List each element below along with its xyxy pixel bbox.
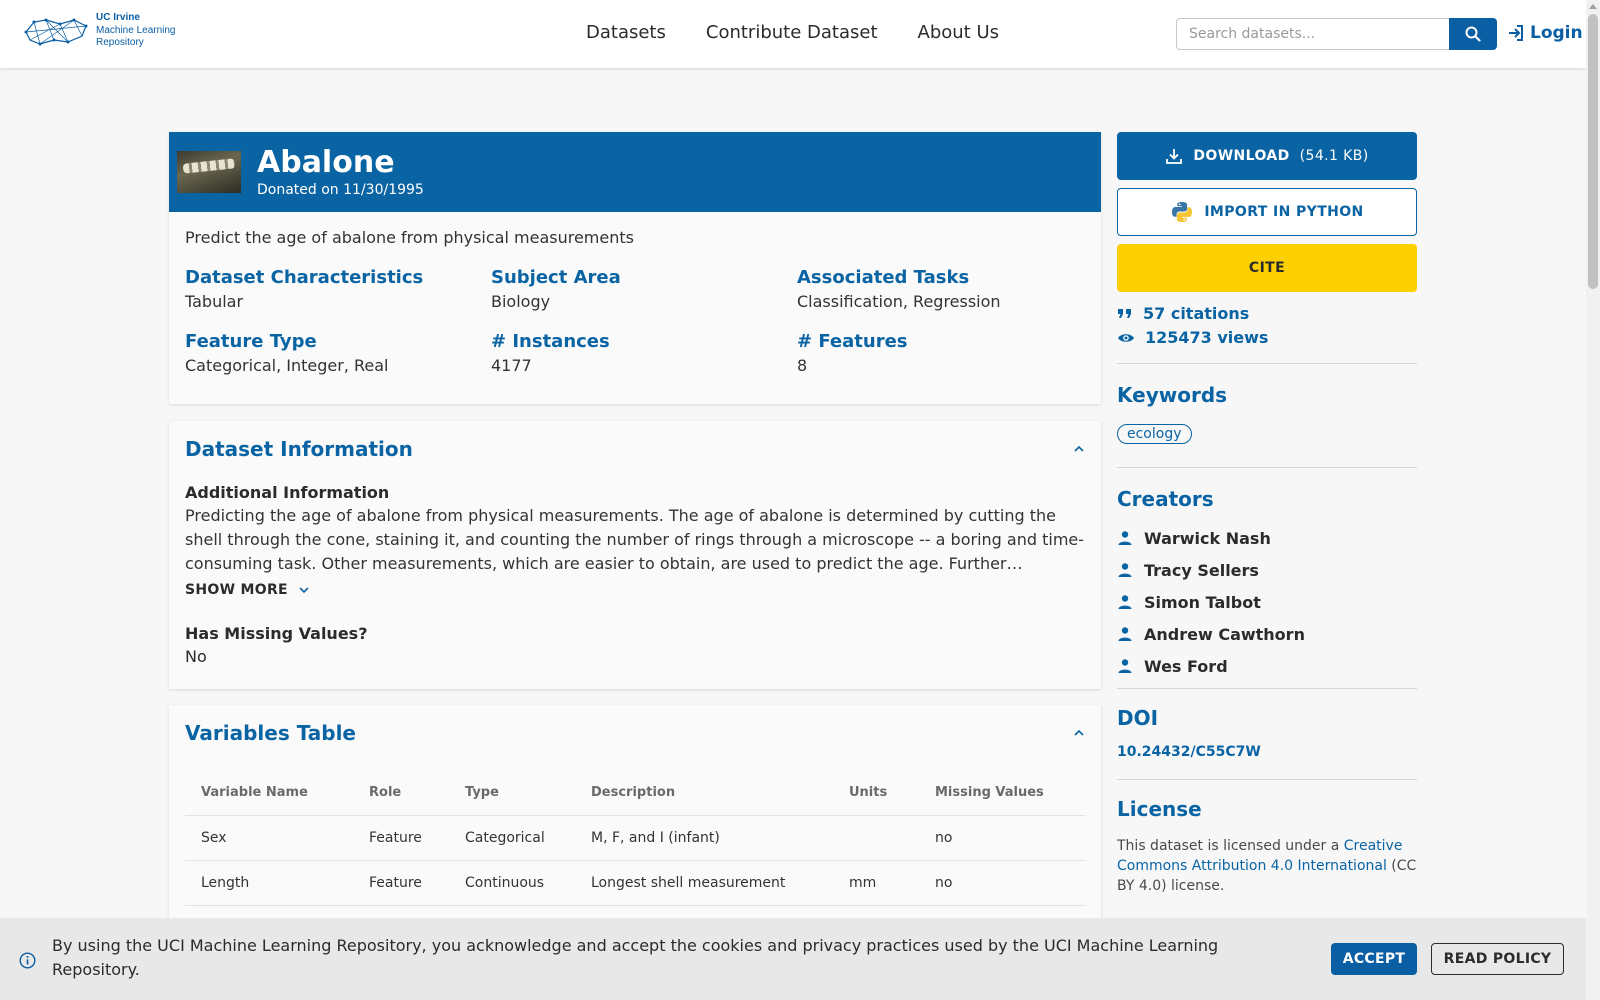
uci-logo[interactable] [24, 12, 176, 50]
login-link[interactable] [1506, 23, 1583, 43]
dataset-information-header[interactable] [185, 437, 1085, 461]
sidebar-divider [1117, 467, 1417, 468]
download-label: DOWNLOAD [1193, 148, 1290, 164]
logo-line-2: Machine Learning [96, 24, 176, 36]
license-link[interactable]: Creative Commons Attribution 4.0 International [1117, 838, 1403, 874]
person-icon [1117, 594, 1133, 610]
read-policy-button[interactable]: READ POLICY [1431, 943, 1564, 975]
cell-description: Longest shell measurement [575, 860, 833, 905]
creator-name: Andrew Cawthorn [1144, 624, 1305, 644]
chevron-up-icon[interactable] [1073, 443, 1085, 455]
cell-role: Feature [353, 815, 449, 860]
prop-value: Biology [491, 292, 551, 311]
cell-description: M, F, and I (infant) [575, 815, 833, 860]
prop-feature-type [185, 331, 491, 375]
section-title: Variables Table [185, 721, 356, 745]
dataset-header-card [169, 132, 1101, 404]
donated-date: Donated on 11/30/1995 [257, 182, 424, 198]
license-post: (CC BY 4.0) license. [1117, 858, 1417, 894]
person-icon [1117, 658, 1133, 674]
show-more-button[interactable] [185, 582, 1085, 598]
additional-info-label: Additional Information [185, 483, 390, 502]
prop-features [797, 331, 1087, 375]
prop-label: # Instances [491, 331, 610, 352]
dataset-stats [1117, 302, 1268, 350]
creators-list [1117, 522, 1305, 682]
dataset-title-bar [169, 132, 1101, 212]
cell-missing: no [919, 860, 1085, 905]
search-icon [1465, 26, 1481, 42]
prop-label: Associated Tasks [797, 267, 970, 288]
download-button[interactable] [1117, 132, 1417, 180]
nav-contribute-dataset[interactable]: Contribute Dataset [705, 22, 878, 43]
cell-type: Categorical [449, 815, 575, 860]
page-scrollbar[interactable] [1586, 0, 1600, 1000]
prop-label: Subject Area [491, 267, 621, 288]
chevron-down-icon [298, 584, 310, 596]
cite-label: CITE [1248, 260, 1286, 276]
variables-table-header[interactable] [185, 721, 1085, 745]
creator-item [1117, 522, 1305, 554]
prop-label: Dataset Characteristics [185, 267, 424, 288]
citations-count: 57 citations [1143, 304, 1250, 323]
citations-link[interactable] [1117, 302, 1268, 326]
table-header-row [185, 783, 1085, 815]
cell-type: Continuous [449, 860, 575, 905]
dataset-title: Abalone [257, 145, 395, 180]
person-icon [1117, 562, 1133, 578]
import-in-python-button[interactable] [1117, 188, 1417, 236]
python-icon [1170, 200, 1194, 224]
search-bar [1176, 18, 1497, 50]
quote-icon [1117, 307, 1133, 321]
scroll-up-arrow[interactable] [1589, 4, 1597, 9]
sidebar-divider [1117, 363, 1417, 364]
chevron-up-icon[interactable] [1073, 727, 1085, 739]
col-variable-name[interactable]: Variable Name [185, 783, 353, 815]
download-size: (54.1 KB) [1299, 148, 1369, 164]
col-description[interactable]: Description [575, 783, 833, 815]
col-type[interactable]: Type [449, 783, 575, 815]
col-units[interactable]: Units [833, 783, 919, 815]
doi-title: DOI [1117, 706, 1159, 730]
prop-value: 8 [797, 356, 808, 375]
prop-instances [491, 331, 797, 375]
person-icon [1117, 530, 1133, 546]
creator-item [1117, 618, 1305, 650]
sidebar-divider [1117, 779, 1417, 780]
license-title: License [1117, 797, 1202, 821]
views-stat [1117, 326, 1268, 350]
cookie-text: By using the UCI Machine Learning Repository, you acknowledge and accept the cookies and privacy practices used by the UCI Machine Learning Repository. [52, 936, 1219, 979]
dataset-information-card [169, 421, 1101, 689]
creators-title: Creators [1117, 487, 1214, 511]
variables-table [185, 783, 1085, 906]
dataset-summary: Predict the age of abalone from physical measurements [185, 228, 634, 247]
info-icon [19, 952, 36, 969]
dataset-properties [185, 267, 1085, 375]
eye-icon [1117, 331, 1135, 345]
nav-about-us[interactable]: About Us [917, 22, 999, 43]
table-row [185, 860, 1085, 905]
missing-values-value: No [185, 647, 207, 666]
login-icon [1506, 23, 1526, 43]
nav-datasets[interactable]: Datasets [586, 22, 666, 43]
accept-button[interactable]: ACCEPT [1331, 943, 1417, 975]
cite-button[interactable] [1117, 244, 1417, 292]
license-text [1117, 836, 1417, 896]
prop-characteristics [185, 267, 491, 311]
creator-item [1117, 554, 1305, 586]
prop-value: Categorical, Integer, Real [185, 356, 389, 375]
uci-logo-icon [24, 14, 90, 48]
logo-line-1: UC Irvine [96, 12, 140, 23]
creator-name: Tracy Sellers [1144, 560, 1259, 580]
creator-item [1117, 586, 1305, 618]
prop-associated-tasks [797, 267, 1087, 311]
prop-label: # Features [797, 331, 908, 352]
cell-role: Feature [353, 860, 449, 905]
logo-text [96, 12, 176, 50]
missing-values-label: Has Missing Values? [185, 624, 368, 643]
creator-name: Simon Talbot [1144, 592, 1261, 612]
main-nav [586, 22, 999, 43]
sidebar-divider [1117, 688, 1417, 689]
scrollbar-thumb[interactable] [1588, 14, 1598, 289]
views-count: 125473 views [1145, 328, 1269, 347]
cell-variable-name: Sex [185, 815, 353, 860]
creator-name: Warwick Nash [1144, 528, 1271, 548]
section-title: Dataset Information [185, 437, 413, 461]
keywords-title: Keywords [1117, 383, 1228, 407]
col-role[interactable]: Role [353, 783, 449, 815]
show-more-label: SHOW MORE [185, 582, 288, 598]
keyword-tag[interactable]: ecology [1117, 424, 1192, 444]
table-row [185, 815, 1085, 860]
prop-subject-area [491, 267, 797, 311]
doi-link[interactable]: 10.24432/C55C7W [1117, 744, 1261, 760]
additional-info-text: Predicting the age of abalone from physical measurements. The age of abalone is determined by cutting the shell through the cone, staining it, and counting the number of rings through a microscope -- a boring and time-consuming task. Other measurements, which are easier to obtain, are used to predict the age. Further… [185, 506, 1085, 573]
logo-line-3: Repository [96, 37, 144, 48]
prop-value: Tabular [185, 292, 244, 311]
prop-value: Classification, Regression [797, 292, 1001, 311]
import-in-python-label: IMPORT IN PYTHON [1204, 204, 1364, 220]
prop-label: Feature Type [185, 331, 317, 352]
creator-name: Wes Ford [1144, 656, 1228, 676]
dataset-thumbnail [177, 151, 241, 193]
person-icon [1117, 626, 1133, 642]
download-icon [1165, 147, 1183, 165]
cell-variable-name: Length [185, 860, 353, 905]
login-label: Login [1530, 23, 1583, 43]
cell-units [833, 815, 919, 860]
creator-item [1117, 650, 1305, 682]
search-input[interactable] [1176, 18, 1449, 50]
top-navbar [0, 0, 1586, 68]
search-button[interactable] [1449, 18, 1497, 50]
license-pre: This dataset is licensed under a [1117, 838, 1344, 854]
variables-table-card [169, 705, 1101, 945]
cell-units: mm [833, 860, 919, 905]
col-missing-values[interactable]: Missing Values [919, 783, 1085, 815]
cell-missing: no [919, 815, 1085, 860]
prop-value: 4177 [491, 356, 532, 375]
